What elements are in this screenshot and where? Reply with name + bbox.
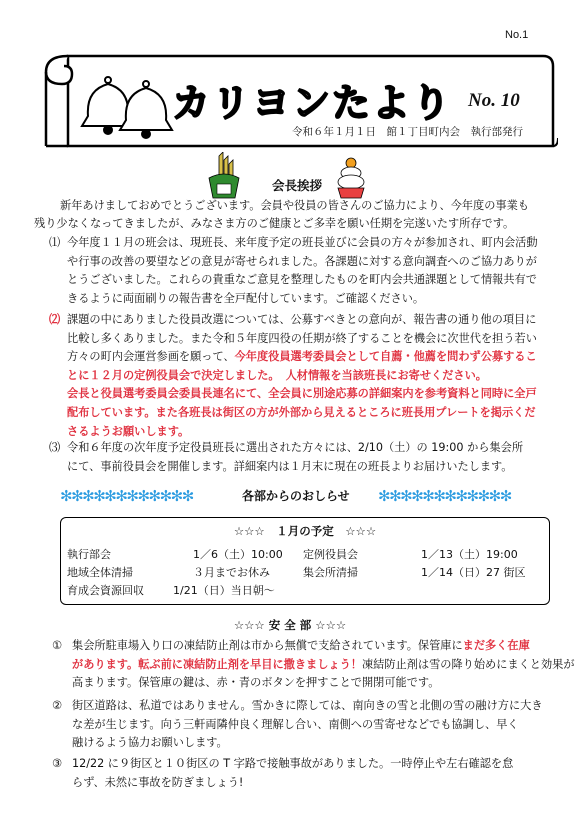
safety-title: ☆☆☆ 安 全 部 ☆☆☆ — [233, 618, 347, 632]
snowflake-row-left: ✻✻✻✻✻✻✻✻✻✻✻✻ — [60, 487, 193, 505]
page-number: No.1 — [505, 29, 529, 41]
item-number: ① — [52, 639, 63, 652]
schedule-date: 1／14（日）27 街区 — [421, 566, 526, 579]
kagami-mochi-icon — [335, 155, 367, 199]
schedule-event: 育成会資源回収 — [67, 584, 144, 597]
schedule-date: 1／6（土）10:00 — [193, 548, 283, 561]
publisher-line: 令和６年１月１日 館１丁目町内会 執行部発行 — [292, 126, 523, 138]
schedule-event: 執行部会 — [67, 548, 111, 561]
safety-item-2: ② 街区道路は、私道ではありません。雪かきに際しては、南向きの雪と北側の雪の融け方に大き な差が生じます。向う三軒両隣仲良く理解し合い、南側への雪寄せなどでも協調し、早く 融けるよう協力お願いします。 — [52, 699, 543, 750]
schedule-date: 1／13（土）19:00 — [421, 548, 518, 561]
item-number: ② — [52, 699, 63, 712]
item-number: ③ — [52, 757, 63, 770]
safety-item-3: ③ 12/22 に９街区と１０街区の T 字路で接触事故がありました。一時停止や左右確認を怠 らず、未然に事故を防ぎましょう! — [52, 757, 514, 789]
paragraph-1: ⑴ 今年度１１月の班会は、現班長、来年度予定の班長並びに会員の方々が参加され、町内会活動 や行事の改善の要望などの意見が寄せられました。各課題に対する意向調査へのご協力ありが とうございました。これらの貴重なご意見を整理したものを町内会共通課題として情報共有で きるように両面刷りの報告書を全戸配付しています。ご確認ください。 — [49, 236, 538, 305]
intro-line: 新年あけましておめでとうございます。会員や役員の皆さんのご協力により、今年度の事業も — [60, 199, 529, 212]
snowflake-row-right: ✻✻✻✻✻✻✻✻✻✻✻✻ — [378, 487, 511, 505]
schedule-date: ３月までお休み — [193, 566, 270, 579]
notices-title: 各部からのおしらせ — [242, 489, 350, 503]
paragraph-number: ⑵ — [49, 313, 61, 326]
schedule-event: 地域全体清掃 — [67, 566, 133, 579]
kadomatsu-icon — [205, 152, 243, 200]
schedule-event: 定例役員会 — [303, 548, 358, 561]
notices-header — [60, 487, 560, 505]
schedule-event: 集会所清掃 — [303, 566, 358, 579]
intro-line: 残り少なくなってきましたが、みなさま方のご健康とご多幸を願い任期を完遂いたす所存です。 — [34, 217, 515, 230]
greeting-title: 会長挨拶 — [272, 178, 323, 193]
paragraph-number: ⑶ — [49, 441, 61, 454]
safety-item-1: ① 集会所駐車場入り口の凍結防止剤は市から無償で支給されています。保管庫にまだ多く在庫 があります。転ぶ前に凍結防止剤を早目に撒きましょう！凍結防止剤は雪の降り始めにまくと効果が 高まります。保管庫の鍵は、赤・青のボタンを押すことで開閉可能です。 — [52, 639, 575, 690]
greeting-intro — [60, 197, 529, 216]
paragraph-number: ⑴ — [49, 236, 61, 249]
schedule-title: ☆☆☆ １月の予定 ☆☆☆ — [233, 524, 377, 538]
newsletter-title: カリヨンたより — [172, 81, 453, 125]
greeting-intro-2 — [34, 215, 514, 234]
schedule-date: 1/21（日）当日朝～ — [173, 584, 275, 597]
schedule-box — [60, 517, 550, 605]
paragraph-2: ⑵ 課題の中にありました役員改選については、公募すべきとの意向が、報告書の通り他の項目に 比較し多くありました。また令和５年度四役の任期が終了することを機会に次世代を担う若い 方々の町内会運営参画を願って、今年度役員選考委員会として自薦・他薦を問わず公募するこ とに１２月の定例役員会で決定しました。 人材情報を当該班長にお寄せください。 会長と役員選考委員会委員長連名にて、全会員に別途応募の詳細案内を参考資料と同時に全戸 配布しています。また各班長は街区の方が外部から見えるところに班長用プレートを掲示くだ さるようお願いします。 — [49, 313, 537, 438]
issue-number: No. 10 — [468, 90, 520, 111]
paragraph-3: ⑶ 令和６年度の次年度予定役員班長に選出された方々には、2/10（土）の 19:00 から集会所 にて、事前役員会を開催します。詳細案内は１月末に現在の班長よりお届けいたします。 — [49, 441, 524, 473]
